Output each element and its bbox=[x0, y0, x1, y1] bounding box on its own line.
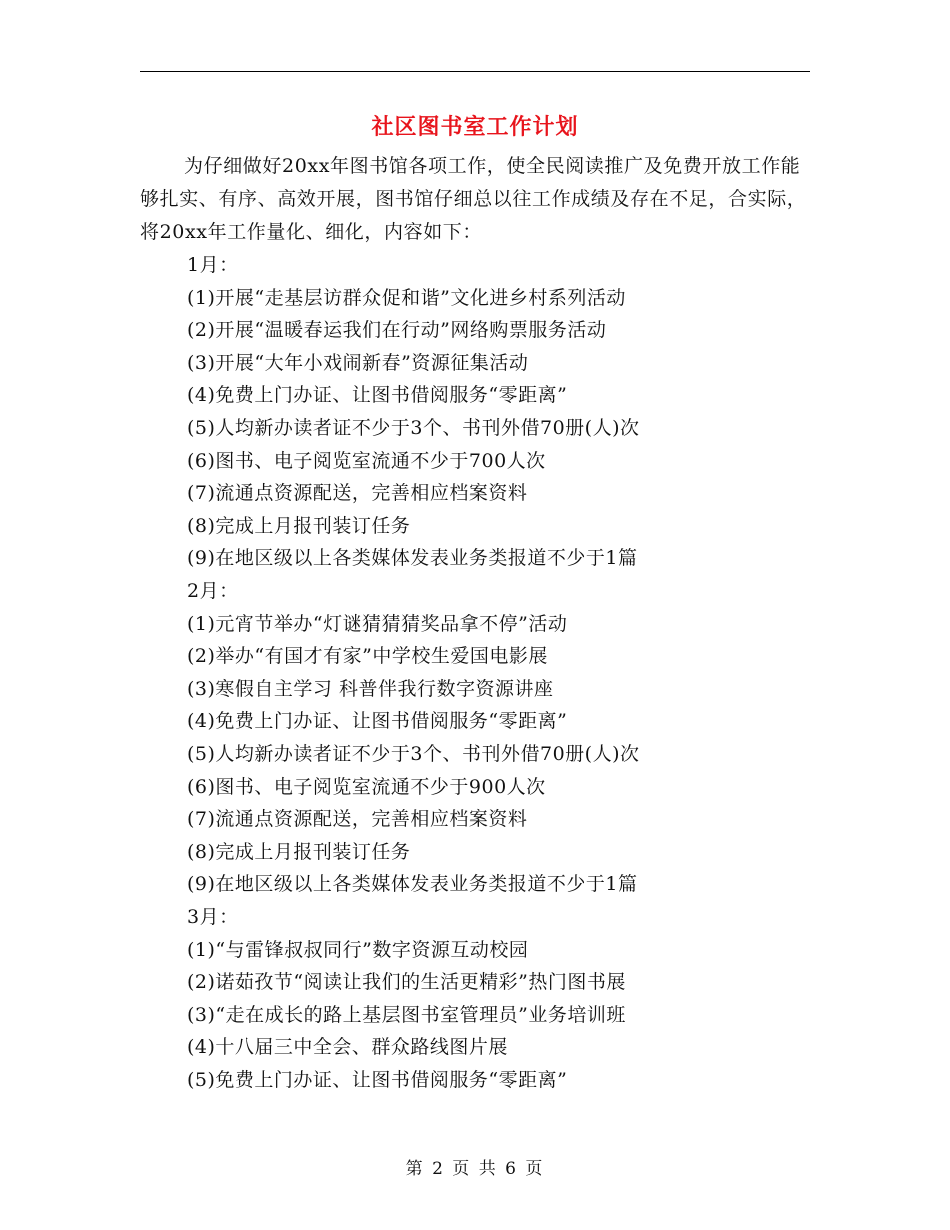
plan-item: (1)“与雷锋叔叔同行”数字资源互动校园 bbox=[187, 939, 529, 961]
plan-item: (6)图书、电子阅览室流通不少于900人次 bbox=[187, 776, 546, 798]
plan-item: (1)开展“走基层访群众促和谐”文化进乡村系列活动 bbox=[187, 287, 626, 309]
intro-paragraph: 为仔细做好20xx年图书馆各项工作，使全民阅读推广及免费开放工作能够扎实、有序、高效开展，图书馆仔细总以往工作成绩及存在不足，合实际，将20xx年工作量化、细化，内容如下： bbox=[140, 155, 807, 243]
plan-item: (8)完成上月报刊装订任务 bbox=[187, 515, 411, 537]
plan-item: (2)举办“有国才有家”中学校生爱国电影展 bbox=[187, 645, 548, 667]
document-title: 社区图书室工作计划 bbox=[371, 115, 579, 140]
plan-item: (3)寒假自主学习 科普伴我行数字资源讲座 bbox=[187, 678, 554, 700]
plan-item: (6)图书、电子阅览室流通不少于700人次 bbox=[187, 450, 546, 472]
plan-item: (5)免费上门办证、让图书借阅服务“零距离” bbox=[187, 1069, 568, 1091]
plan-item: (3)“走在成长的路上基层图书室管理员”业务培训班 bbox=[187, 1004, 626, 1026]
plan-item: (2)诺茹孜节“阅读让我们的生活更精彩”热门图书展 bbox=[187, 971, 626, 993]
plan-item: (2)开展“温暖春运我们在行动”网络购票服务活动 bbox=[187, 319, 607, 341]
plan-item: (7)流通点资源配送，完善相应档案资料 bbox=[187, 808, 528, 830]
plan-item: (5)人均新办读者证不少于3个、书刊外借70册(人)次 bbox=[187, 417, 640, 439]
plan-item: (5)人均新办读者证不少于3个、书刊外借70册(人)次 bbox=[187, 743, 640, 765]
month-heading: 1月： bbox=[187, 254, 239, 276]
plan-item: (8)完成上月报刊装订任务 bbox=[187, 841, 411, 863]
plan-item: (9)在地区级以上各类媒体发表业务类报道不少于1篇 bbox=[187, 873, 638, 895]
plan-item: (4)免费上门办证、让图书借阅服务“零距离” bbox=[187, 384, 568, 406]
plan-item: (4)免费上门办证、让图书借阅服务“零距离” bbox=[187, 710, 568, 732]
plan-item: (9)在地区级以上各类媒体发表业务类报道不少于1篇 bbox=[187, 547, 638, 569]
page-footer: 第 2 页 共 6 页 bbox=[405, 1159, 545, 1179]
plan-item: (1)元宵节举办“灯谜猜猜猜奖品拿不停”活动 bbox=[187, 613, 568, 635]
plan-item: (7)流通点资源配送，完善相应档案资料 bbox=[187, 482, 528, 504]
plan-item: (4)十八届三中全会、群众路线图片展 bbox=[187, 1036, 508, 1058]
header-rule bbox=[140, 71, 810, 72]
month-heading: 3月： bbox=[187, 906, 239, 928]
month-heading: 2月： bbox=[187, 580, 239, 602]
plan-item: (3)开展“大年小戏闹新春”资源征集活动 bbox=[187, 352, 529, 374]
